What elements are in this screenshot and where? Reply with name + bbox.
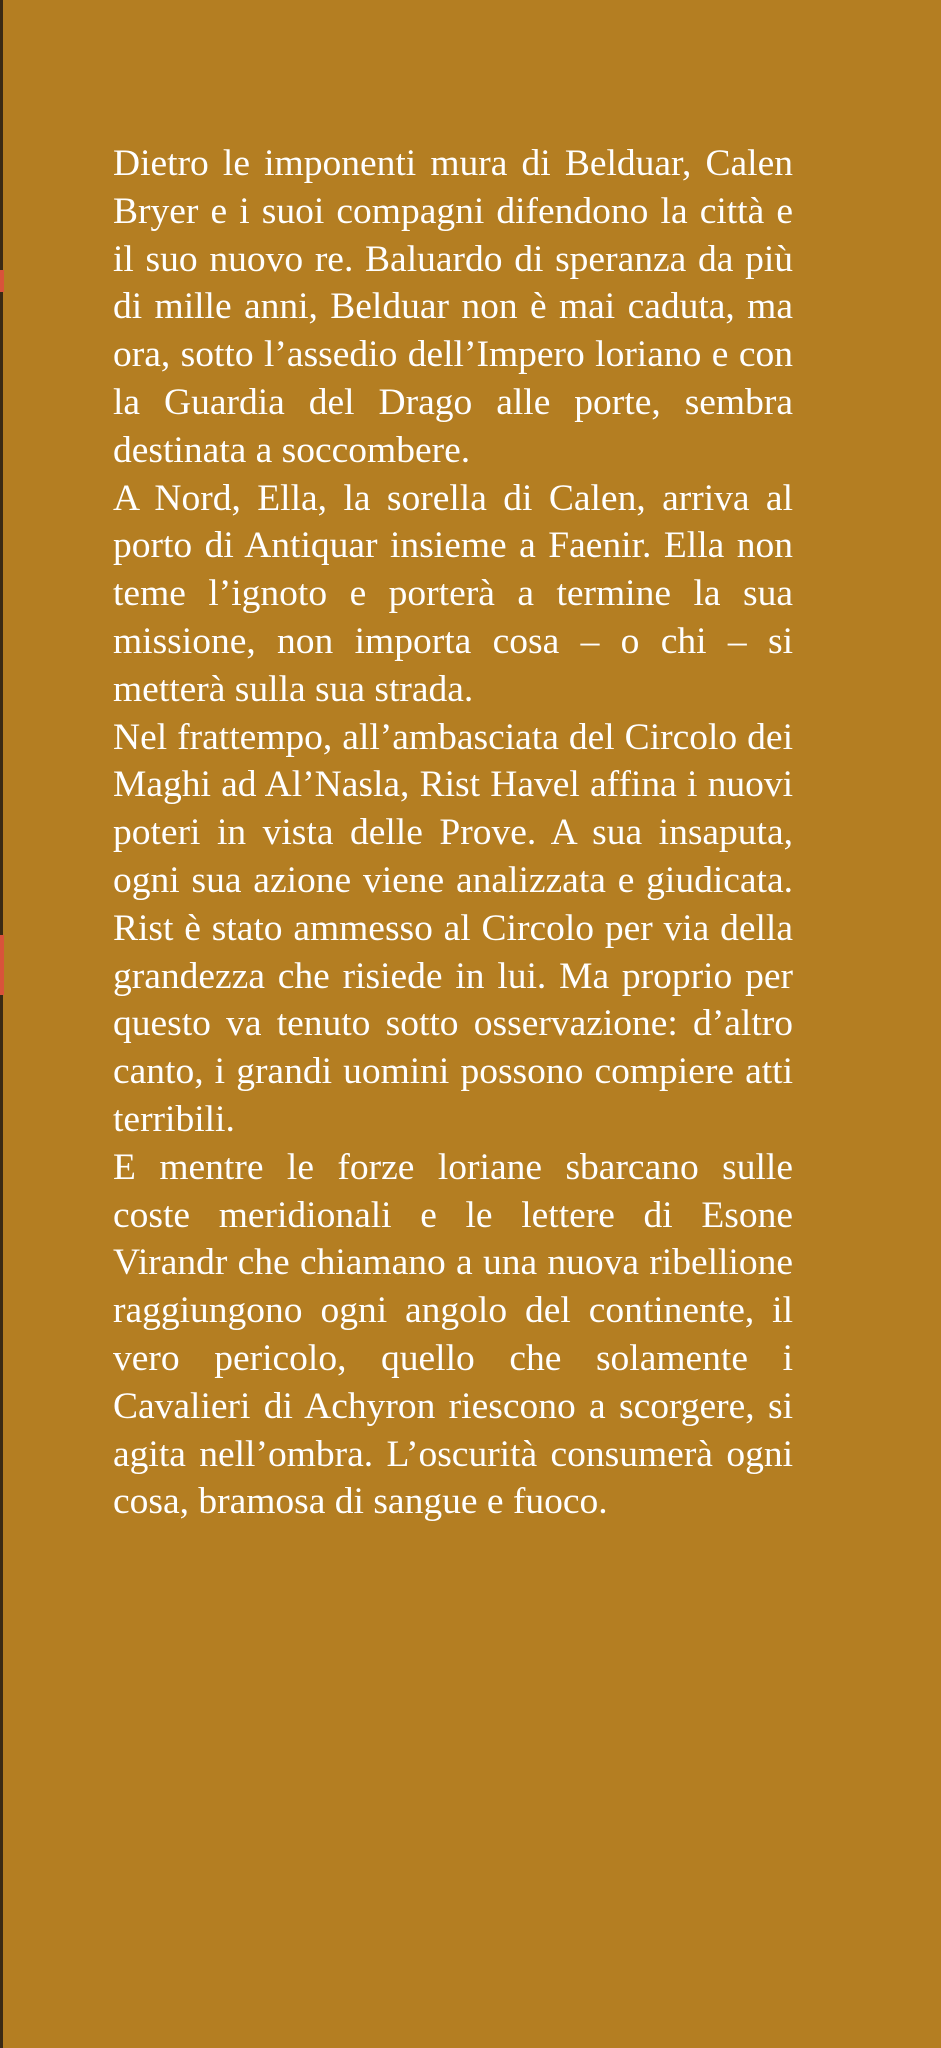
blurb-paragraph-3: Nel frattempo, all’ambasciata del Circolo dei Maghi ad Al’Nasla, Rist Havel affina i nuovi poteri in vista delle Prove. A sua insaputa, ogni sua azione viene analizzata e giudicata. Rist è stato ammesso al Circolo per via della grandezza che risiede in lui. Ma proprio per questo va tenuto sotto osservazione: d’altro canto, i grandi uomini possono compiere atti terribili. <box>113 716 793 1140</box>
blurb-paragraph-4: E mentre le forze loriane sbarcano sulle coste meridionali e le lettere di Esone Virandr che chiamano a una nuova ribellione raggiungono ogni angolo del continente, il vero pericolo, quello che solamente i Cavalieri di Achyron riescono a scorgere, si agita nell’ombra. L’oscurità consumerà ogni cosa, bramosa di sangue e fuoco. <box>113 1146 793 1523</box>
spine-edge <box>0 0 3 2048</box>
blurb-paragraph-1: Dietro le imponenti mura di Belduar, Calen Bryer e i suoi compagni difendono la città e il suo nuovo re. Baluardo di speranza da più di mille anni, Belduar non è mai caduta, ma ora, sotto l’assedio dell’Impero loriano e con la Guardia del Drago alle porte, sembra destinata a soccombere. <box>113 143 793 471</box>
blurb-paragraph-2: A Nord, Ella, la sorella di Calen, arriva al porto di Antiquar insieme a Faenir. Ella non teme l’ignoto e porterà a termine la sua missione, non importa cosa – o chi – si metterà sulla sua strada. <box>113 477 793 710</box>
spine-mark <box>0 935 4 995</box>
spine-mark <box>0 270 4 292</box>
back-cover-blurb <box>113 140 793 1526</box>
